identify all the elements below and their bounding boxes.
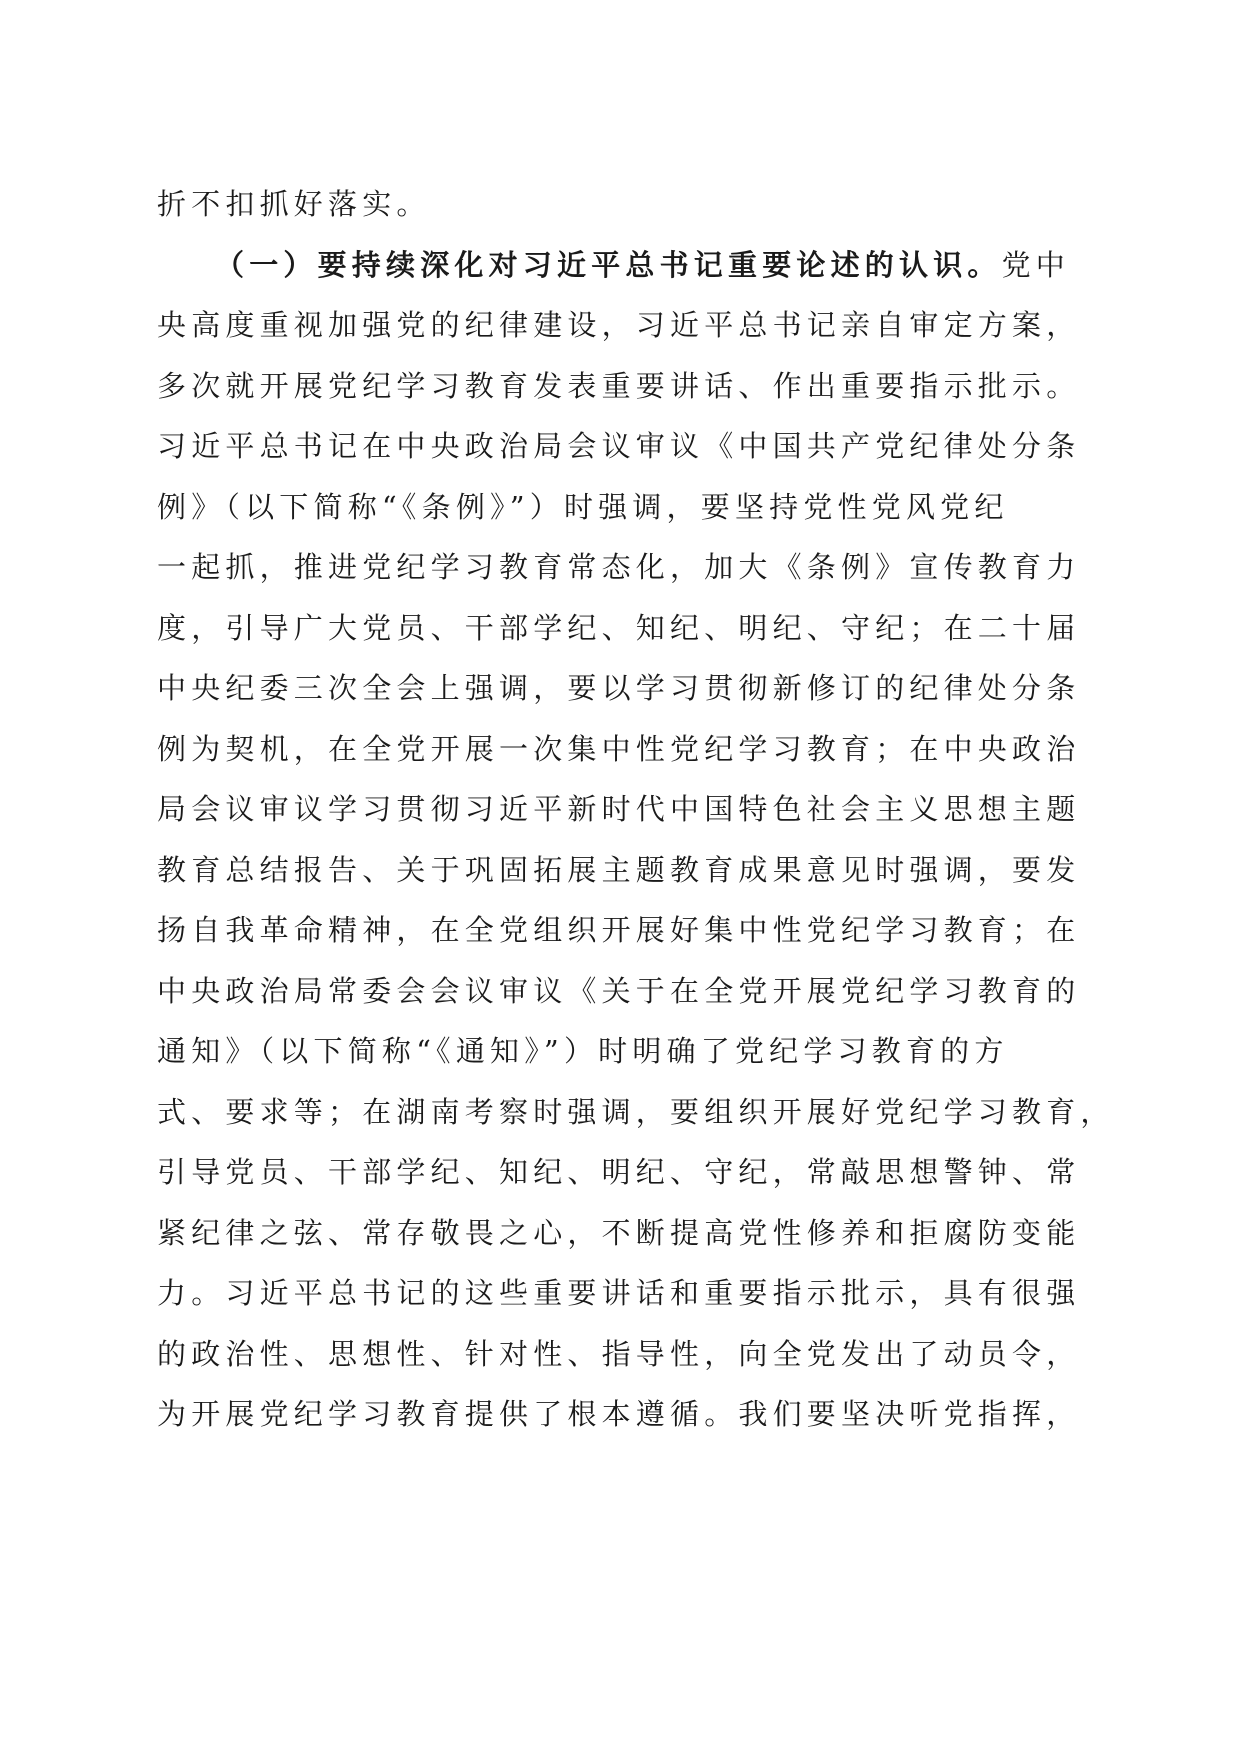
text-line-7: 一起抓，推进党纪学习教育常态化，加大《条例》宣传教育力 <box>157 550 1081 584</box>
body-text <box>157 174 1115 1445</box>
text-line-6: 例》（以下简称“《条例》”）时强调，要坚持党性党风党纪 <box>157 489 1009 524</box>
text-line-19: 力。习近平总书记的这些重要讲话和重要指示批示，具有很强 <box>157 1276 1081 1310</box>
heading-continuation: 党中 <box>1001 247 1071 282</box>
text-line-11: 局会议审议学习贯彻习近平新时代中国特色社会主义思想主题 <box>157 792 1081 826</box>
text-line-21: 为开展党纪学习教育提供了根本遵循。我们要坚决听党指挥， <box>157 1397 1081 1431</box>
text-line-17: 引导党员、干部学纪、知纪、明纪、守纪，常敲思想警钟、常 <box>157 1155 1081 1189</box>
text-line-8: 度，引导广大党员、干部学纪、知纪、明纪、守纪；在二十届 <box>157 610 1081 645</box>
text-line-10: 例为契机，在全党开展一次集中性党纪学习教育；在中央政治 <box>157 731 1081 766</box>
text-line-20: 的政治性、思想性、针对性、指导性，向全党发出了动员令， <box>157 1336 1081 1371</box>
text-line-9: 中央纪委三次全会上强调，要以学习贯彻新修订的纪律处分条 <box>157 671 1081 705</box>
text-line-14: 中央政治局常委会会议审议《关于在全党开展党纪学习教育的 <box>157 973 1081 1008</box>
text-line-13: 扬自我革命精神，在全党组织开展好集中性党纪学习教育；在 <box>157 913 1081 947</box>
text-line-2 <box>157 235 1087 296</box>
text-line-15: 通知》（以下简称“《通知》”）时明确了党纪学习教育的方 <box>157 1034 1009 1068</box>
text-line-18: 紧纪律之弦、常存敬畏之心，不断提高党性修养和拒腐防变能 <box>157 1215 1081 1250</box>
section-heading: （一）要持续深化对习近平总书记重要论述的认识。 <box>215 247 1002 282</box>
text-line-16: 式、要求等；在湖南考察时强调，要组织开展好党纪学习教育， <box>157 1094 1115 1129</box>
text-line-3: 央高度重视加强党的纪律建设，习近平总书记亲自审定方案， <box>157 308 1081 342</box>
text-line-5: 习近平总书记在中央政治局会议审议《中国共产党纪律处分条 <box>157 429 1081 463</box>
text-line-1: 折不扣抓好落实。 <box>157 187 431 221</box>
text-line-12: 教育总结报告、关于巩固拓展主题教育成果意见时强调，要发 <box>157 852 1081 887</box>
text-line-4: 多次就开展党纪学习教育发表重要讲话、作出重要指示批示。 <box>157 368 1081 403</box>
